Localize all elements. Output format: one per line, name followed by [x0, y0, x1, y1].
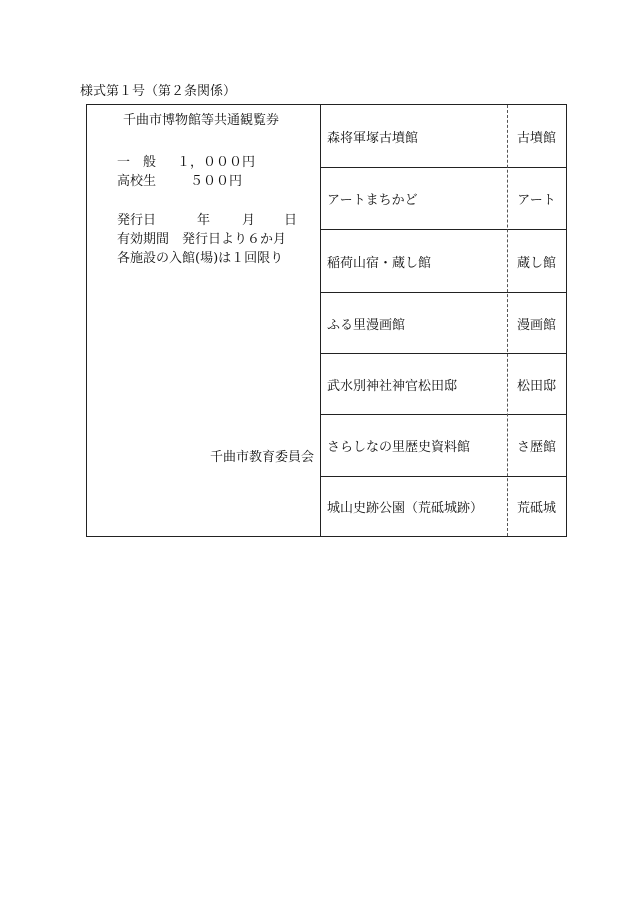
ticket-title: 千曲市博物館等共通観覧券 [123, 113, 280, 128]
form-number: 様式第１号（第２条関係） [80, 84, 237, 99]
price-row-highschool [117, 170, 242, 189]
ticket-form [86, 104, 567, 537]
admission-note: 各施設の入館(場)は１回限り [117, 251, 284, 266]
facility-name: さらしなの里歴史資料館 [327, 440, 471, 455]
facility-name: 城山史跡公園（荒砥城跡） [327, 501, 484, 516]
facility-name: アートまちかど [327, 193, 418, 208]
facility-stub: 荒砥城 [516, 501, 556, 516]
validity-period: 有効期間 発行日より６か月 [117, 232, 287, 247]
price-label-highschool: 高校生 [117, 174, 157, 189]
facility-stub: 松田邸 [516, 378, 556, 394]
facility-row [321, 230, 566, 293]
facility-list [321, 105, 566, 536]
price-value-highschool: ５００円 [177, 174, 243, 189]
facility-row [321, 354, 566, 415]
facility-stub: アート [517, 193, 556, 208]
issue-date-day: 日 [284, 213, 298, 228]
facility-stub: 漫画館 [516, 317, 556, 333]
price-label-general: 一 般 [117, 155, 157, 170]
ticket-main-panel [87, 105, 321, 536]
issue-date-year: 年 [197, 213, 211, 228]
issue-date-month: 月 [242, 213, 256, 228]
facility-row [321, 477, 566, 536]
facility-name: ふる里漫画館 [327, 317, 406, 333]
facility-name: 稲荷山宿・蔵し館 [327, 255, 432, 271]
issuer-name: 千曲市教育委員会 [209, 450, 314, 465]
facility-row [321, 168, 566, 230]
issue-date-label: 発行日 [117, 213, 157, 228]
facility-name: 森将軍塚古墳館 [327, 130, 419, 146]
stub-perforation-line [507, 105, 508, 536]
facility-stub: 蔵し館 [516, 255, 556, 271]
price-row-general [117, 151, 255, 170]
facility-row [321, 415, 566, 477]
facility-name: 武水別神社神官松田邸 [327, 378, 458, 394]
facility-stub: 古墳館 [516, 130, 556, 146]
facility-row [321, 105, 566, 168]
facility-stub: さ歴館 [516, 440, 556, 455]
price-value-general: １，０００円 [177, 155, 256, 170]
facility-row [321, 293, 566, 354]
